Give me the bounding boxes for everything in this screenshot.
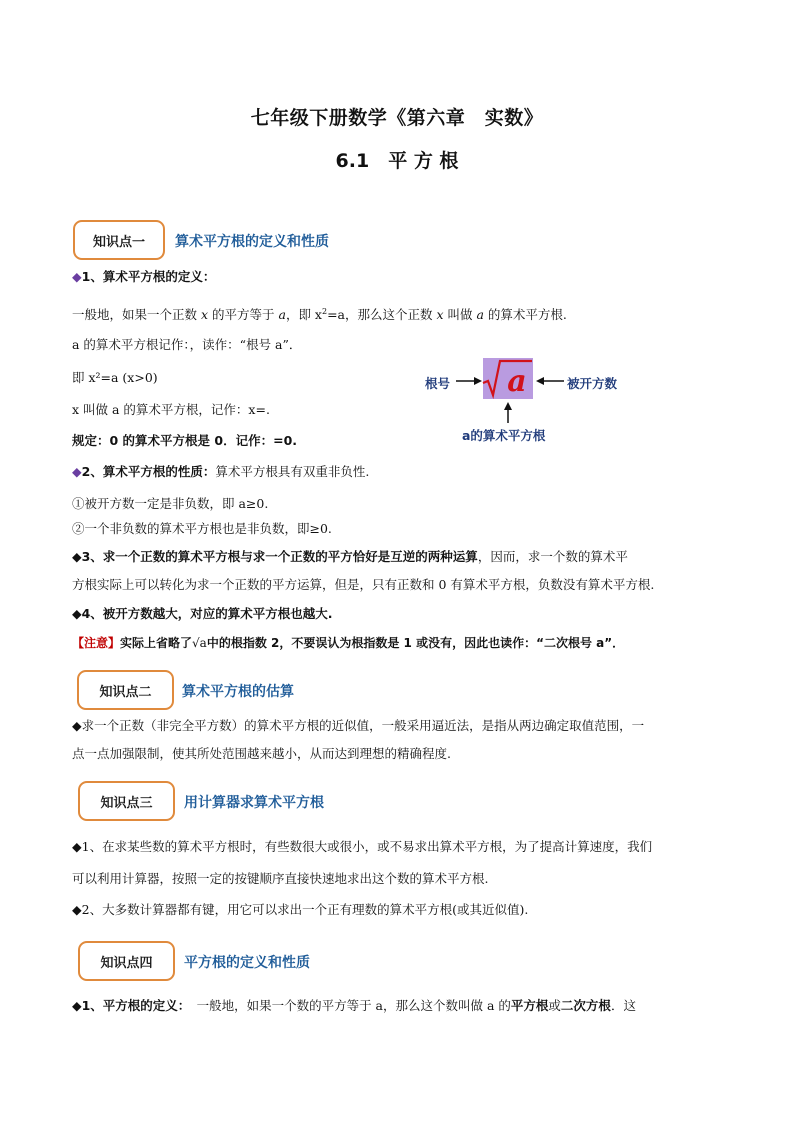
radicand-letter: a [507,364,527,399]
s2-line1: ◆求一个正数（非完全平方数）的算术平方根的近似值，一般采用逼近法，是指从两边确定取值范围，一 [72,718,645,733]
section-heading-3: 用计算器求算术平方根 [184,795,324,811]
s3-line1: ◆1、在求某些数的算术平方根时，有些数很大或很小，或不易求出算术平方根，为了提高计算速度，我们 [72,839,653,854]
knowledge-tag-4: 知识点四 [78,941,175,981]
knowledge-tag-1: 知识点一 [73,220,165,260]
arith-root-label: a的算术平方根 [462,428,546,443]
s1-point3-line2: 方根实际上可以转化为求一个正数的平方运算，但是，只有正数和 0 有算术平方根，负数没有算术平方根. [72,577,655,592]
knowledge-tag-3: 知识点三 [78,781,175,821]
left-arrow-head [474,377,482,385]
radicand-label: 被开方数 [567,376,618,391]
s1-condition-line: 即 x²=a (x>0) [72,370,158,385]
diamond-icon: ◆ [72,269,82,284]
s1-point3-line1: ◆3、求一个正数的算术平方根与求一个正数的平方恰好是互逆的两种运算，因而，求一个数的算术平 [72,549,628,564]
s1-property-2: ②一个非负数的算术平方根也是非负数，即≥0. [72,521,332,536]
s3-line3: ◆2、大多数计算器都有键，用它可以求出一个正有理数的算术平方根(或其近似值). [72,902,529,917]
right-arrow-head [536,377,544,385]
s4-line1: ◆1、平方根的定义： 一般地，如果一个数的平方等于 a，那么这个数叫做 a 的平方根或二次方根．这 [72,998,636,1013]
radical-sign-label: 根号 [425,376,451,391]
s1-point1-title: ◆1、算术平方根的定义： [72,269,216,284]
s1-notation-line: a 的算术平方根记作：，读作：“根号 a”． [72,337,302,352]
s1-note-line: 【注意】实际上省略了√a中的根指数 2，不要误认为根指数是 1 或没有，因此也读作：“二次根号 a”． [72,636,625,650]
diamond-icon: ◆ [72,464,82,479]
s2-line2: 点一点加强限制，使其所处范围越来越小，从而达到理想的精确程度. [72,746,451,761]
page-title: 七年级下册数学《第六章 实数》 [250,107,544,129]
s1-definition-line: 一般地，如果一个正数 x 的平方等于 a，即 $x^2=a$，那么这个正数 x 叫做 a 的算术平方根. [72,307,567,323]
section-heading-1: 算术平方根的定义和性质 [175,234,329,250]
s1-rule-line: 规定：0 的算术平方根是 0．记作：=0. [72,433,298,448]
note-tag: 【注意】 [72,636,121,650]
s1-point2-line: ◆2、算术平方根的性质：算术平方根具有双重非负性. [72,464,370,479]
s1-point4-line: ◆4、被开方数越大，对应的算术平方根也越大. [72,606,333,621]
s1-called-line: x 叫做 a 的算术平方根，记作：x=. [72,402,270,417]
knowledge-tag-2: 知识点二 [77,670,174,710]
bottom-arrow-head [504,402,512,410]
section-heading-4: 平方根的定义和性质 [184,955,310,971]
section-number-title: 6.1 平 方 根 [335,150,459,172]
s3-line2: 可以利用计算器，按照一定的按键顺序直接快速地求出这个数的算术平方根. [72,871,489,886]
section-heading-2: 算术平方根的估算 [182,684,294,700]
s1-property-1: ①被开方数一定是非负数，即 a≥0. [72,496,269,511]
